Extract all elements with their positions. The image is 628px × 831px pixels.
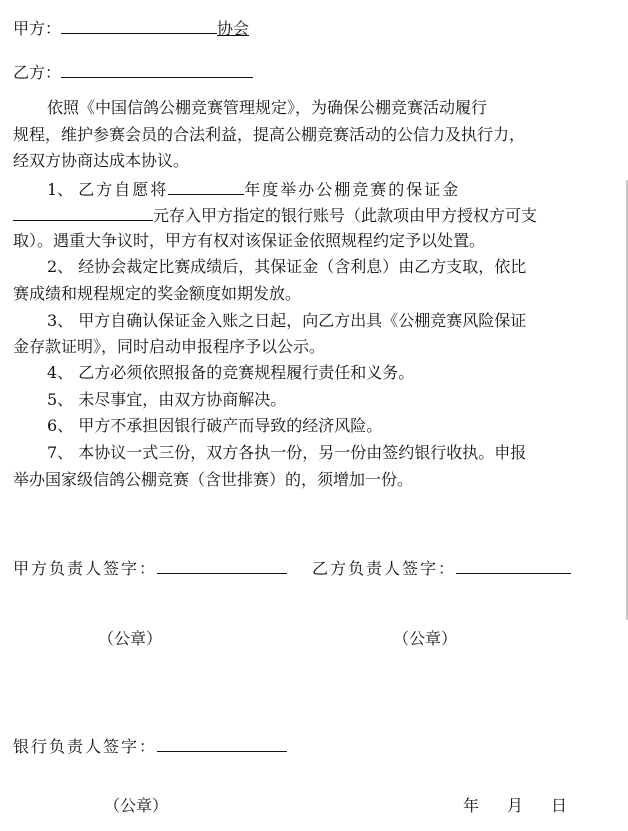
date-year: 年 (463, 796, 480, 815)
party-a-label: 甲方： (13, 19, 62, 38)
clause-1-line-2 (13, 203, 537, 227)
clause-6-text: 甲方不承担因银行破产而导致的经济风险。 (78, 416, 383, 435)
clause-1-year-blank[interactable] (168, 177, 244, 195)
party-a-seal: （公章） (98, 629, 163, 648)
clause-2-line-2: 赛成绩和规程规定的奖金额度如期发放。 (13, 284, 302, 303)
party-a-signature-label: 甲方负责人签字： (13, 559, 158, 578)
clause-7-text-a: 本协议一式三份，双方各执一份，另一份由签约银行收执。申报 (78, 443, 527, 462)
clause-4-number: 4、 (47, 363, 74, 382)
clause-4-line (47, 362, 414, 384)
clause-6-line (47, 415, 382, 437)
clause-3-line-1 (47, 310, 526, 332)
bank-seal: （公章） (104, 796, 169, 815)
party-a-blank[interactable] (61, 16, 217, 34)
clause-3-number: 3、 (47, 311, 74, 330)
clause-3-line-2: 金存款证明》，同时启动申报程序予以公示。 (13, 337, 326, 356)
party-b-signature-label: 乙方负责人签字： (312, 559, 457, 578)
bank-signature-blank[interactable] (157, 734, 287, 752)
party-b-blank[interactable] (61, 60, 253, 78)
intro-line-2: 规程，维护参赛会员的合法利益，提高公棚竞赛活动的公信力及执行力， (13, 125, 526, 144)
party-b-signature-blank[interactable] (456, 556, 571, 574)
party-a-signature-line (13, 556, 287, 580)
clause-3-text-a: 甲方自确认保证金入账之日起，向乙方出具《公棚竞赛风险保证 (78, 311, 527, 330)
date-day: 日 (551, 796, 568, 815)
bank-signature-line (13, 734, 287, 758)
date-line (463, 795, 567, 817)
party-a-line (13, 16, 249, 40)
clause-7-line-1 (47, 442, 526, 464)
clause-6-number: 6、 (47, 416, 74, 435)
date-month: 月 (507, 796, 524, 815)
clause-1-line-1 (47, 177, 460, 201)
clause-2-text-a: 经协会裁定比赛成绩后，其保证金（含利息）由乙方支取，依比 (78, 257, 527, 276)
clause-1-number: 1、 (47, 180, 74, 199)
clause-5-line (47, 389, 286, 411)
party-b-label: 乙方： (13, 63, 62, 82)
clause-2-line-1 (47, 256, 526, 278)
intro-line-1: 依照《中国信鸽公棚竞赛管理规定》，为确保公棚竞赛活动履行 (47, 98, 488, 117)
party-b-signature-line (312, 556, 571, 580)
clause-2-number: 2、 (47, 257, 74, 276)
clause-1-amount-blank[interactable] (13, 203, 153, 221)
clause-1-text-c: 元存入甲方指定的银行账号（此款项由甲方授权方可支 (153, 206, 538, 225)
party-a-signature-blank[interactable] (157, 556, 287, 574)
party-a-suffix: 协会 (217, 19, 250, 38)
clause-5-number: 5、 (47, 390, 74, 409)
party-b-seal: （公章） (393, 629, 458, 648)
clause-4-text: 乙方必须依照报备的竞赛规程履行责任和义务。 (78, 363, 415, 382)
bank-signature-label: 银行负责人签字： (13, 737, 158, 756)
clause-5-text: 未尽事宜，由双方协商解决。 (78, 390, 287, 409)
clause-7-line-2: 举办国家级信鸽公棚竞赛（含世排赛）的，须增加一份。 (13, 470, 414, 489)
party-b-line (13, 60, 253, 84)
clause-1-line-3: 取）。遇重大争议时，甲方有权对该保证金依照规程约定予以处置。 (13, 231, 486, 250)
clause-7-number: 7、 (47, 443, 74, 462)
clause-1-text-a: 乙方自愿将 (78, 180, 169, 199)
clause-1-text-b: 年度举办公棚竞赛的保证金 (244, 180, 461, 199)
intro-line-3: 经双方协商达成本协议。 (13, 151, 190, 170)
